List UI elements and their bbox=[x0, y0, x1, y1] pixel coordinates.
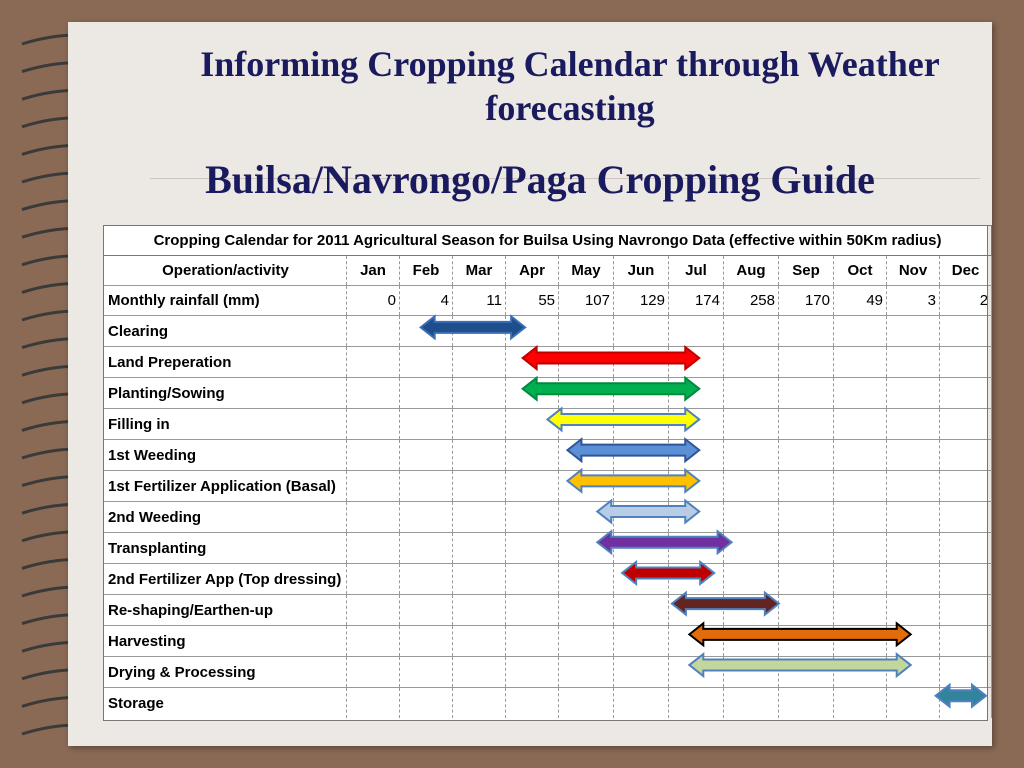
activity-label: Planting/Sowing bbox=[104, 378, 347, 409]
grid-cell bbox=[887, 409, 940, 440]
grid-cell bbox=[887, 595, 940, 626]
grid-cell bbox=[506, 471, 559, 502]
grid-cell bbox=[940, 378, 992, 409]
grid-cell bbox=[400, 378, 453, 409]
grid-cell bbox=[779, 626, 834, 657]
grid-cell bbox=[834, 378, 887, 409]
grid-cell bbox=[453, 347, 506, 378]
activity-row bbox=[104, 440, 992, 471]
grid-cell bbox=[669, 347, 724, 378]
grid-cell bbox=[347, 378, 400, 409]
grid-cell bbox=[669, 378, 724, 409]
rainfall-value-aug: 258 bbox=[724, 286, 779, 316]
month-header-nov: Nov bbox=[887, 256, 940, 286]
grid-cell bbox=[347, 688, 400, 719]
grid-cell bbox=[724, 347, 779, 378]
activity-label: Transplanting bbox=[104, 533, 347, 564]
grid-cell bbox=[834, 688, 887, 719]
grid-cell bbox=[940, 688, 992, 719]
grid-cell bbox=[506, 347, 559, 378]
calendar-caption: Cropping Calendar for 2011 Agricultural Season for Builsa Using Navrongo Data (effective within 50Km radius) bbox=[104, 226, 992, 256]
month-header-jan: Jan bbox=[347, 256, 400, 286]
grid-cell bbox=[669, 626, 724, 657]
grid-cell bbox=[834, 533, 887, 564]
grid-cell bbox=[559, 471, 614, 502]
month-header-jun: Jun bbox=[614, 256, 669, 286]
month-header-jul: Jul bbox=[669, 256, 724, 286]
grid-cell bbox=[559, 378, 614, 409]
grid-cell bbox=[940, 471, 992, 502]
rainfall-value-jul: 174 bbox=[669, 286, 724, 316]
grid-cell bbox=[779, 347, 834, 378]
activity-label: Drying & Processing bbox=[104, 657, 347, 688]
grid-cell bbox=[940, 347, 992, 378]
activity-label: Re-shaping/Earthen-up bbox=[104, 595, 347, 626]
month-header-feb: Feb bbox=[400, 256, 453, 286]
grid-cell bbox=[940, 595, 992, 626]
activity-label: Land Preperation bbox=[104, 347, 347, 378]
grid-cell bbox=[347, 502, 400, 533]
activity-row bbox=[104, 378, 992, 409]
grid-cell bbox=[506, 409, 559, 440]
grid-cell bbox=[779, 316, 834, 347]
grid-cell bbox=[614, 409, 669, 440]
grid-cell bbox=[887, 564, 940, 595]
grid-cell bbox=[614, 533, 669, 564]
grid-cell bbox=[347, 347, 400, 378]
rainfall-value-jun: 129 bbox=[614, 286, 669, 316]
grid-cell bbox=[940, 409, 992, 440]
grid-cell bbox=[614, 347, 669, 378]
calendar-table bbox=[103, 225, 992, 718]
grid-cell bbox=[453, 409, 506, 440]
grid-cell bbox=[614, 471, 669, 502]
grid-cell bbox=[453, 471, 506, 502]
grid-cell bbox=[834, 626, 887, 657]
grid-cell bbox=[724, 440, 779, 471]
activity-label: 1st Fertilizer Application (Basal) bbox=[104, 471, 347, 502]
grid-cell bbox=[669, 316, 724, 347]
grid-cell bbox=[887, 440, 940, 471]
grid-cell bbox=[887, 502, 940, 533]
grid-cell bbox=[453, 564, 506, 595]
activity-row bbox=[104, 657, 992, 688]
grid-cell bbox=[614, 564, 669, 595]
grid-cell bbox=[779, 378, 834, 409]
grid-cell bbox=[400, 316, 453, 347]
slide-title: Informing Cropping Calendar through Weather forecasting bbox=[200, 44, 940, 128]
grid-cell bbox=[453, 440, 506, 471]
grid-cell bbox=[779, 688, 834, 719]
grid-cell bbox=[779, 502, 834, 533]
grid-cell bbox=[453, 502, 506, 533]
activity-label: Storage bbox=[104, 688, 347, 719]
grid-cell bbox=[887, 378, 940, 409]
grid-cell bbox=[724, 688, 779, 719]
month-header-may: May bbox=[559, 256, 614, 286]
slide-subtitle: Builsa/Navrongo/Paga Cropping Guide bbox=[205, 157, 875, 202]
grid-cell bbox=[724, 409, 779, 440]
grid-cell bbox=[887, 316, 940, 347]
activity-row bbox=[104, 564, 992, 595]
grid-cell bbox=[400, 471, 453, 502]
activity-row bbox=[104, 471, 992, 502]
activity-label: 1st Weeding bbox=[104, 440, 347, 471]
grid-cell bbox=[453, 657, 506, 688]
grid-cell bbox=[506, 316, 559, 347]
grid-cell bbox=[559, 440, 614, 471]
grid-cell bbox=[669, 564, 724, 595]
grid-cell bbox=[834, 409, 887, 440]
grid-cell bbox=[669, 533, 724, 564]
grid-cell bbox=[559, 347, 614, 378]
grid-cell bbox=[724, 626, 779, 657]
grid-cell bbox=[506, 533, 559, 564]
grid-cell bbox=[559, 626, 614, 657]
grid-cell bbox=[559, 595, 614, 626]
grid-cell bbox=[506, 595, 559, 626]
grid-cell bbox=[834, 440, 887, 471]
grid-cell bbox=[834, 595, 887, 626]
grid-cell bbox=[347, 657, 400, 688]
grid-cell bbox=[506, 502, 559, 533]
grid-cell bbox=[400, 409, 453, 440]
month-header-mar: Mar bbox=[453, 256, 506, 286]
month-header-sep: Sep bbox=[779, 256, 834, 286]
activity-label: Clearing bbox=[104, 316, 347, 347]
grid-cell bbox=[400, 533, 453, 564]
grid-cell bbox=[834, 316, 887, 347]
grid-cell bbox=[834, 502, 887, 533]
activity-row bbox=[104, 409, 992, 440]
grid-cell bbox=[724, 533, 779, 564]
month-header-apr: Apr bbox=[506, 256, 559, 286]
grid-cell bbox=[940, 316, 992, 347]
grid-cell bbox=[614, 626, 669, 657]
header-activity: Operation/activity bbox=[104, 256, 347, 286]
rainfall-value-oct: 49 bbox=[834, 286, 887, 316]
grid-cell bbox=[614, 502, 669, 533]
activity-label: 2nd Weeding bbox=[104, 502, 347, 533]
grid-cell bbox=[614, 688, 669, 719]
grid-cell bbox=[940, 657, 992, 688]
grid-cell bbox=[724, 502, 779, 533]
grid-cell bbox=[834, 657, 887, 688]
activity-row bbox=[104, 502, 992, 533]
grid-cell bbox=[669, 688, 724, 719]
grid-cell bbox=[347, 316, 400, 347]
rainfall-value-may: 107 bbox=[559, 286, 614, 316]
grid-cell bbox=[400, 347, 453, 378]
grid-cell bbox=[400, 564, 453, 595]
rainfall-value-mar: 11 bbox=[453, 286, 506, 316]
grid-cell bbox=[453, 378, 506, 409]
grid-cell bbox=[347, 409, 400, 440]
activity-label: Harvesting bbox=[104, 626, 347, 657]
grid-cell bbox=[400, 626, 453, 657]
grid-cell bbox=[453, 316, 506, 347]
grid-cell bbox=[506, 688, 559, 719]
rainfall-value-nov: 3 bbox=[887, 286, 940, 316]
grid-cell bbox=[559, 502, 614, 533]
grid-cell bbox=[453, 688, 506, 719]
grid-cell bbox=[887, 471, 940, 502]
grid-cell bbox=[779, 564, 834, 595]
grid-cell bbox=[669, 595, 724, 626]
rainfall-value-dec: 2 bbox=[940, 286, 992, 316]
activity-row bbox=[104, 595, 992, 626]
grid-cell bbox=[669, 471, 724, 502]
grid-cell bbox=[940, 502, 992, 533]
grid-cell bbox=[669, 657, 724, 688]
grid-cell bbox=[779, 471, 834, 502]
grid-cell bbox=[347, 595, 400, 626]
grid-cell bbox=[614, 378, 669, 409]
grid-cell bbox=[559, 657, 614, 688]
rainfall-value-jan: 0 bbox=[347, 286, 400, 316]
grid-cell bbox=[347, 533, 400, 564]
grid-cell bbox=[614, 316, 669, 347]
grid-cell bbox=[559, 409, 614, 440]
grid-cell bbox=[779, 595, 834, 626]
grid-cell bbox=[614, 440, 669, 471]
grid-cell bbox=[559, 564, 614, 595]
grid-cell bbox=[940, 564, 992, 595]
grid-cell bbox=[834, 347, 887, 378]
grid-cell bbox=[400, 688, 453, 719]
rainfall-value-apr: 55 bbox=[506, 286, 559, 316]
grid-cell bbox=[724, 657, 779, 688]
activity-row bbox=[104, 533, 992, 564]
grid-cell bbox=[940, 626, 992, 657]
grid-cell bbox=[779, 533, 834, 564]
rainfall-label: Monthly rainfall (mm) bbox=[104, 286, 347, 316]
grid-cell bbox=[779, 657, 834, 688]
grid-cell bbox=[724, 564, 779, 595]
grid-cell bbox=[779, 440, 834, 471]
activity-row bbox=[104, 347, 992, 378]
rainfall-value-sep: 170 bbox=[779, 286, 834, 316]
grid-cell bbox=[506, 564, 559, 595]
grid-cell bbox=[669, 440, 724, 471]
grid-cell bbox=[940, 533, 992, 564]
activity-row bbox=[104, 316, 992, 347]
month-header-aug: Aug bbox=[724, 256, 779, 286]
grid-cell bbox=[834, 564, 887, 595]
grid-cell bbox=[940, 440, 992, 471]
grid-cell bbox=[779, 409, 834, 440]
grid-cell bbox=[453, 595, 506, 626]
grid-cell bbox=[559, 533, 614, 564]
activity-row bbox=[104, 688, 992, 719]
grid-cell bbox=[506, 378, 559, 409]
activity-label: Filling in bbox=[104, 409, 347, 440]
grid-cell bbox=[887, 533, 940, 564]
grid-cell bbox=[347, 440, 400, 471]
grid-cell bbox=[614, 657, 669, 688]
grid-cell bbox=[453, 533, 506, 564]
grid-cell bbox=[724, 595, 779, 626]
grid-cell bbox=[347, 471, 400, 502]
grid-cell bbox=[887, 347, 940, 378]
grid-cell bbox=[669, 409, 724, 440]
grid-cell bbox=[400, 502, 453, 533]
cropping-calendar bbox=[103, 225, 988, 721]
activity-row bbox=[104, 626, 992, 657]
grid-cell bbox=[724, 471, 779, 502]
activity-label: 2nd Fertilizer App (Top dressing) bbox=[104, 564, 347, 595]
grid-cell bbox=[347, 626, 400, 657]
grid-cell bbox=[724, 316, 779, 347]
grid-cell bbox=[347, 564, 400, 595]
grid-cell bbox=[559, 316, 614, 347]
grid-cell bbox=[614, 595, 669, 626]
grid-cell bbox=[506, 657, 559, 688]
grid-cell bbox=[724, 378, 779, 409]
grid-cell bbox=[887, 657, 940, 688]
grid-cell bbox=[669, 502, 724, 533]
rainfall-value-feb: 4 bbox=[400, 286, 453, 316]
grid-cell bbox=[400, 595, 453, 626]
month-header-dec: Dec bbox=[940, 256, 992, 286]
grid-cell bbox=[506, 626, 559, 657]
month-header-oct: Oct bbox=[834, 256, 887, 286]
grid-cell bbox=[559, 688, 614, 719]
grid-cell bbox=[506, 440, 559, 471]
grid-cell bbox=[400, 657, 453, 688]
grid-cell bbox=[400, 440, 453, 471]
grid-cell bbox=[887, 626, 940, 657]
grid-cell bbox=[887, 688, 940, 719]
grid-cell bbox=[834, 471, 887, 502]
grid-cell bbox=[453, 626, 506, 657]
